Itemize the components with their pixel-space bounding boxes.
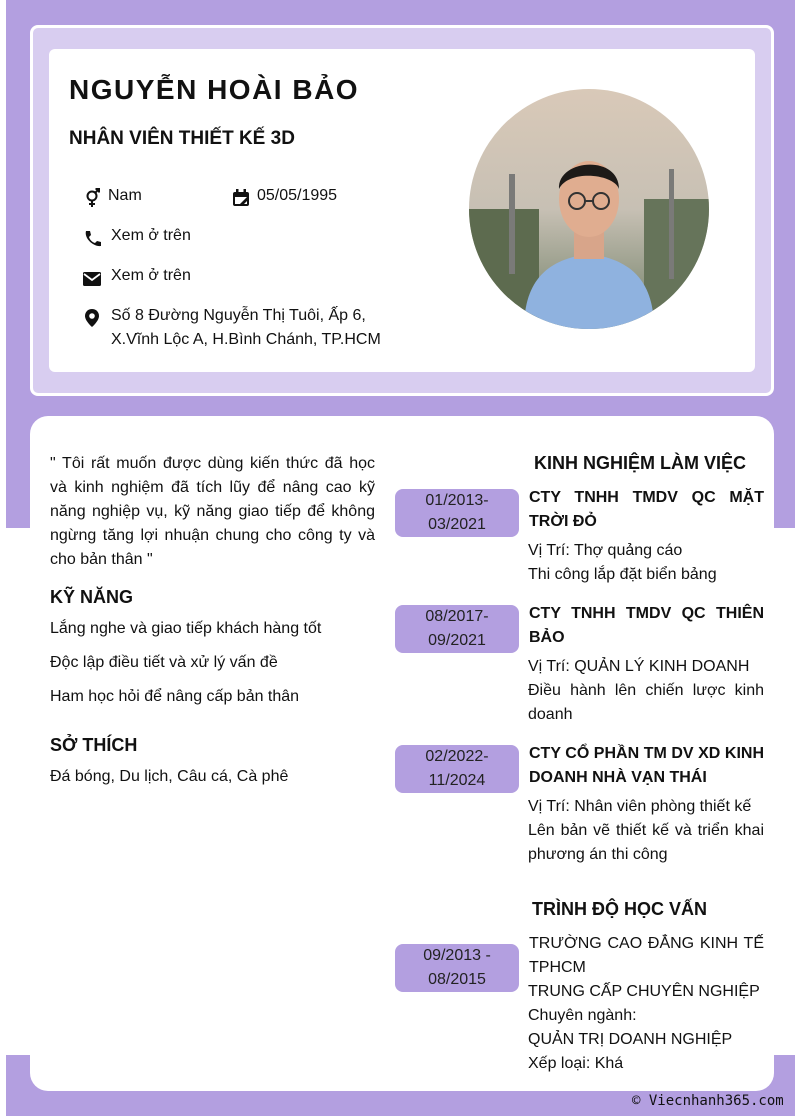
date-end: 09/2021 xyxy=(428,632,486,649)
phone-row xyxy=(82,224,191,248)
copyright-footer: © Viecnhanh365.com xyxy=(632,1093,784,1109)
hobbies-text: Đá bóng, Du lịch, Câu cá, Cà phê xyxy=(50,768,289,785)
gender-value: Nam xyxy=(108,187,142,204)
address-line-1: Số 8 Đường Nguyễn Thị Tuôi, Ấp 6, xyxy=(111,307,366,324)
job-position: Vị Trí: Thợ quảng cáo xyxy=(528,542,683,559)
company-name: CTY TNHH TMDV QC THIÊN BẢO xyxy=(529,605,764,646)
gender-row xyxy=(82,184,142,208)
birthdate-value: 05/05/1995 xyxy=(257,187,338,204)
grade: Xếp loại: Khá xyxy=(528,1055,624,1072)
experience-date xyxy=(395,489,519,537)
company-name: CTY TNHH TMDV QC MẶT TRỜI ĐỎ xyxy=(529,489,764,530)
skill-item: Ham học hỏi để nâng cấp bản thân xyxy=(50,688,300,705)
email-row xyxy=(82,264,191,288)
major-label: Chuyên ngành: xyxy=(528,1007,637,1024)
phone-icon xyxy=(82,228,102,248)
phone-value: Xem ở trên xyxy=(111,227,191,244)
education-level: TRUNG CẤP CHUYÊN NGHIỆP xyxy=(528,983,760,1000)
address-row xyxy=(82,304,381,352)
company-name: CTY CỔ PHẦN TM DV XD KINH DOANH NHÀ VẠN THÁI xyxy=(529,745,764,786)
major-value: QUẢN TRỊ DOANH NGHIỆP xyxy=(528,1031,733,1048)
date-start: 09/2013 - xyxy=(423,947,491,964)
date-start: 01/2013- xyxy=(425,492,489,509)
skills-title: KỸ NĂNG xyxy=(50,587,134,607)
school-name: TRƯỜNG CAO ĐẲNG KINH TẾ TPHCM xyxy=(529,935,764,976)
hobbies-title: SỞ THÍCH xyxy=(50,735,138,755)
career-objective: " Tôi rất muốn được dùng kiến thức đã học và kinh nghiệm đã tích lũy để nâng cao kỹ năng nghiệp vụ, kỹ năng giao tiếp để không ngừng tăng lợi nhuận chung cho công ty và cho bản thân " xyxy=(50,455,375,568)
experience-date xyxy=(395,745,519,793)
date-end: 11/2024 xyxy=(428,772,486,789)
experience-title: KINH NGHIỆM LÀM VIỆC xyxy=(534,453,747,473)
education-date xyxy=(395,944,519,992)
mail-icon xyxy=(82,268,102,288)
email-value: Xem ở trên xyxy=(111,267,191,284)
job-description: Điều hành lên chiến lược kinh doanh xyxy=(528,682,764,723)
education-title: TRÌNH ĐỘ HỌC VẤN xyxy=(532,899,707,919)
job-position: Vị Trí: QUẢN LÝ KINH DOANH xyxy=(528,658,750,675)
skill-item: Độc lập điều tiết và xử lý vấn đề xyxy=(50,654,278,671)
date-start: 08/2017- xyxy=(425,608,489,625)
gender-icon xyxy=(82,188,102,208)
skill-item: Lắng nghe và giao tiếp khách hàng tốt xyxy=(50,620,322,637)
calendar-icon xyxy=(231,188,251,208)
location-pin-icon xyxy=(82,308,102,328)
profile-photo xyxy=(469,89,709,329)
job-description: Lên bản vẽ thiết kế và triển khai phương án thi công xyxy=(528,822,764,863)
job-description: Thi công lắp đặt biển bảng xyxy=(528,566,717,583)
job-position: Vị Trí: Nhân viên phòng thiết kế xyxy=(528,798,752,815)
job-title: NHÂN VIÊN THIẾT KẾ 3D xyxy=(69,128,295,149)
address-value xyxy=(111,304,381,352)
address-line-2: X.Vĩnh Lộc A, H.Bình Chánh, TP.HCM xyxy=(111,331,381,348)
date-start: 02/2022- xyxy=(425,748,489,765)
experience-date xyxy=(395,605,519,653)
candidate-name: NGUYỄN HOÀI BẢO xyxy=(69,74,360,105)
date-end: 08/2015 xyxy=(428,971,486,988)
date-end: 03/2021 xyxy=(428,516,486,533)
birthdate-row xyxy=(231,184,337,208)
